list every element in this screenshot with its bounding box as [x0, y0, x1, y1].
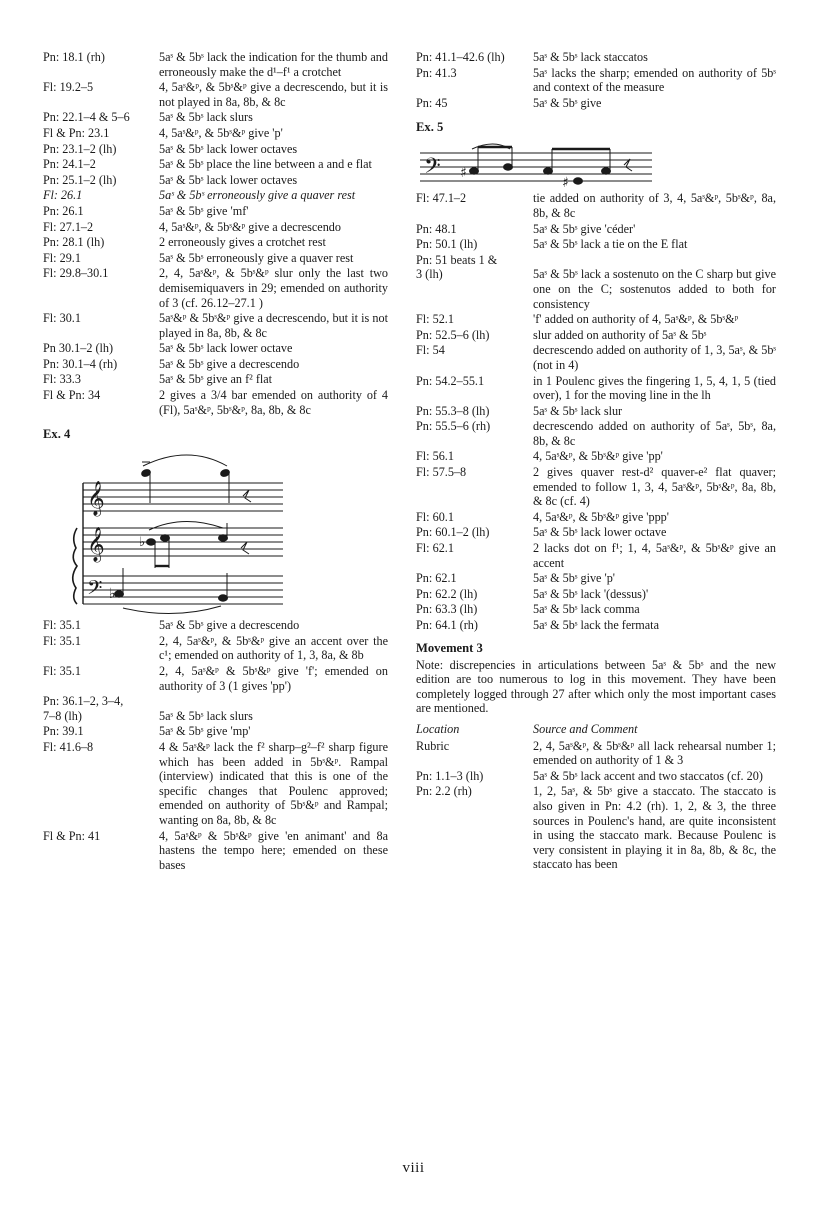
entry-comment: 5aˢ & 5bˢ lack slurs: [159, 708, 253, 723]
entry-comment: 5aˢ & 5bˢ lack a sostenuto on the C sharp but give one on the C; sostenutos added to both for consistency: [533, 267, 776, 311]
apparatus-entry: [416, 618, 776, 633]
entry-comment: 4, 5aˢ&ᵖ, & 5bˢ&ᵖ give 'p': [159, 125, 283, 140]
entry-location: Fl: 29.8–30.1: [43, 266, 109, 281]
example-4-music: [43, 448, 343, 618]
entry-location: Pn: 62.2 (lh): [416, 586, 478, 601]
apparatus-entry: [43, 126, 388, 141]
apparatus-entry: [416, 769, 776, 784]
apparatus-entry: [43, 311, 388, 340]
entry-location: Fl: 30.1: [43, 311, 81, 326]
apparatus-entry: [416, 784, 776, 872]
table-header-location: Location: [416, 721, 460, 736]
example-5-label: Ex. 5: [416, 120, 444, 135]
entry-location: Pn: 41.1–42.6 (lh): [416, 50, 505, 64]
entry-comment: 5aˢ & 5bˢ lack a tie on the E flat: [533, 237, 688, 252]
entry-location: Pn: 62.1: [416, 571, 457, 586]
entry-location: Fl: 19.2–5: [43, 80, 94, 95]
entry-location: Pn: 30.1–4 (rh): [43, 356, 118, 371]
svg-text:♭: ♭: [139, 535, 146, 551]
entry-comment: 4, 5aˢ&ᵖ, & 5bˢ&ᵖ give 'pp': [533, 449, 663, 464]
entry-comment: 4, 5aˢ&ᵖ, & 5bˢ&ᵖ give 'ppp': [533, 509, 669, 524]
apparatus-entry: [43, 618, 388, 633]
entry-comment: 5aˢ lacks the sharp; emended on authority of 5bˢ and context of the measure: [533, 65, 776, 95]
entry-location: Pn: 45: [416, 95, 448, 110]
apparatus-entry: [43, 664, 388, 693]
apparatus-entry: [416, 374, 776, 403]
apparatus-entry: [43, 266, 388, 310]
apparatus-entry: [43, 634, 388, 663]
entry-comment: 2, 4, 5aˢ&ᵖ, & 5bˢ&ᵖ slur only the last two demisemiquavers in 29; emended on authority of 3 (cf. 26.12–27.1 ): [159, 266, 388, 310]
entry-comment: slur added on authority of 5aˢ & 5bˢ: [533, 327, 707, 342]
apparatus-entry: [416, 449, 776, 464]
entry-location: Fl: 60.1: [416, 509, 454, 524]
entry-comment: 2 gives quaver rest-d² quaver-e² flat quaver; emended to follow 1, 3, 4, 5aˢ&ᵖ, 5bˢ&ᵖ, 8a, 8b, & 8c (cf. 4): [533, 465, 776, 509]
entry-comment: 2 erroneously gives a crotchet rest: [159, 235, 326, 250]
entry-comment: 5aˢ & 5bˢ lack staccatos: [533, 50, 648, 64]
entry-comment: 4, 5aˢ&ᵖ & 5bˢ&ᵖ give 'en animant' and 8a hastens the tempo here; emended on these bases: [159, 828, 388, 872]
apparatus-entry: [416, 312, 776, 327]
entry-comment: 'f' added on authority of 4, 5aˢ&ᵖ, & 5bˢ&ᵖ: [533, 312, 739, 327]
entry-location: Rubric: [416, 738, 450, 753]
entry-comment: 5aˢ & 5bˢ lack lower octaves: [159, 141, 298, 156]
entry-location: Fl: 57.5–8: [416, 465, 467, 480]
apparatus-entry: [43, 142, 388, 157]
svg-text:𝄞: 𝄞: [87, 481, 105, 517]
apparatus-entry: [43, 388, 388, 417]
apparatus-entry: [43, 235, 388, 250]
entry-comment: 5aˢ & 5bˢ lack comma: [533, 602, 640, 617]
entry-comment: 4, 5aˢ&ᵖ, & 5bˢ&ᵖ give a decrescendo: [159, 219, 341, 234]
svg-text:𝄢: 𝄢: [87, 576, 103, 605]
apparatus-entry: [416, 191, 776, 220]
apparatus-entry: [43, 251, 388, 266]
entry-location: Fl: 35.1: [43, 633, 81, 648]
table-header: [416, 722, 776, 737]
svg-text:♯: ♯: [460, 165, 467, 182]
svg-text:♭: ♭: [109, 586, 116, 603]
entry-comment: tie added on authority of 3, 4, 5aˢ&ᵖ, 5bˢ&ᵖ, 8a, 8b, & 8c: [533, 191, 776, 220]
entry-location: Fl: 35.1: [43, 618, 81, 633]
entry-location: Fl & Pn: 34: [43, 388, 101, 403]
entry-location: Fl: 26.1: [43, 188, 83, 203]
entry-location: Pn: 51 beats 1 & 3 (lh): [416, 252, 498, 282]
entry-location: Fl & Pn: 23.1: [43, 125, 110, 140]
entry-location: Fl: 52.1: [416, 312, 454, 327]
entry-comment: decrescendo added on authority of 1, 3, 5aˢ, & 5bˢ (not in 4): [533, 343, 776, 372]
entry-comment: 4 & 5aˢ&ᵖ lack the f² sharp–g²–f² sharp figure which has been added in 5bˢ&ᵖ. Rampal (interview) indicated that this is one of the specific changes that Poulenc approved; emended on authority of 5bˢ&ᵖ and Rampal; wanting on 8a, 8b, & 8c: [159, 740, 388, 827]
entry-comment: 5aˢ & 5bˢ lack the indication for the thumb and erroneously make the d¹–f¹ a crotchet: [159, 50, 388, 79]
apparatus-entry: [416, 237, 776, 252]
apparatus-entry: [416, 50, 776, 65]
apparatus-entry: [43, 220, 388, 235]
apparatus-entry: [416, 587, 776, 602]
movement-note: Note: discrepencies in articulations between 5aˢ & 5bˢ and the new edition are too numerous to log in this movement. They have been completely logged through 27 after which only the most important cases are mentioned.: [416, 657, 776, 716]
entry-comment: in 1 Poulenc gives the fingering 1, 5, 4, 1, 5 (tied over), 1 for the moving line in the lh: [533, 373, 776, 403]
entry-location: Pn: 39.1: [43, 724, 84, 739]
entry-location: Pn: 60.1–2 (lh): [416, 525, 490, 540]
apparatus-entry: [416, 253, 776, 311]
apparatus-entry: [43, 110, 388, 125]
entry-location: Fl: 56.1: [416, 449, 454, 464]
entry-comment: 5aˢ & 5bˢ lack lower octave: [159, 341, 293, 356]
apparatus-entry: [43, 372, 388, 387]
entry-comment: 4, 5aˢ&ᵖ, & 5bˢ&ᵖ give a decrescendo, but it is not played in 8a, 8b, & 8c: [159, 80, 388, 109]
movement-heading: Movement 3: [416, 640, 483, 655]
entry-location: Fl: 35.1: [43, 664, 81, 679]
entry-comment: 1, 2, 5aˢ, & 5bˢ give a staccato. The staccato is also given in Pn: 4.2 (rh). 1, 2, & 3, the three sources in Poulenc's hand, are quite inconsistent in using the staccato mark. Because Poulenc is very consistent in playing it in 8a, 8b, & 8c, the staccato has been: [533, 784, 776, 872]
entry-location: Pn: 1.1–3 (lh): [416, 768, 484, 783]
right-column: [416, 50, 776, 873]
entry-comment: 5aˢ & 5bˢ lack the fermata: [533, 618, 659, 632]
left-entries-top: [43, 50, 388, 417]
entry-location: Pn: 2.2 (rh): [416, 784, 472, 799]
entry-location: Pn: 41.3: [416, 65, 457, 80]
entry-comment: 5aˢ & 5bˢ give 'mp': [159, 724, 251, 739]
entry-location: Pn: 25.1–2 (lh): [43, 172, 117, 187]
entry-location: Pn: 36.1–2, 3–4, 7–8 (lh): [43, 694, 124, 723]
entry-location: Pn: 55.5–6 (rh): [416, 419, 491, 434]
entry-location: Pn: 48.1: [416, 221, 457, 236]
entry-comment: 5aˢ & 5bˢ give 'mf': [159, 203, 249, 218]
left-entries-bottom: [43, 618, 388, 872]
apparatus-entry: [416, 343, 776, 372]
example-4-label: Ex. 4: [43, 427, 71, 442]
apparatus-entry: [43, 80, 388, 109]
right-entries-mid: [416, 191, 776, 632]
entry-comment: 2, 4, 5aˢ&ᵖ & 5bˢ&ᵖ give 'f'; emended on authority of 3 (1 gives 'pp'): [159, 664, 388, 693]
entry-location: Pn: 18.1 (rh): [43, 50, 105, 64]
apparatus-entry: [416, 404, 776, 419]
entry-location: Pn: 52.5–6 (lh): [416, 327, 490, 342]
example-5-music: [416, 141, 656, 191]
entry-location: Fl: 29.1: [43, 250, 81, 265]
entry-comment: 5aˢ & 5bˢ give an f² flat: [159, 372, 273, 387]
table-header-comment: Source and Comment: [533, 721, 638, 736]
entry-comment: 5aˢ & 5bˢ give a decrescendo: [159, 618, 300, 633]
entry-comment: 5aˢ & 5bˢ lack slur: [533, 403, 623, 418]
entry-location: Pn: 23.1–2 (lh): [43, 141, 117, 156]
entry-comment: 5aˢ & 5bˢ give 'céder': [533, 221, 636, 236]
apparatus-entry: [43, 357, 388, 372]
entry-location: Pn: 54.2–55.1: [416, 373, 485, 388]
apparatus-entry: [416, 419, 776, 448]
apparatus-entry: [416, 66, 776, 95]
apparatus-entry: [43, 829, 388, 873]
entry-location: Fl: 41.6–8: [43, 740, 94, 754]
svg-text:♯: ♯: [562, 175, 569, 192]
entry-comment: 2 gives a 3/4 bar emended on authority of 4 (Fl), 5aˢ&ᵖ, 5bˢ&ᵖ, 8a, 8b, & 8c: [159, 388, 388, 417]
apparatus-entry: [43, 50, 388, 79]
entry-location: Pn: 22.1–4 & 5–6: [43, 110, 130, 125]
entry-comment: 5aˢ&ᵖ & 5bˢ&ᵖ give a decrescendo, but it is not played in 8a, 8b, & 8c: [159, 311, 388, 340]
apparatus-entry: [43, 740, 388, 828]
apparatus-entry: [43, 204, 388, 219]
entry-location: Fl: 62.1: [416, 541, 454, 556]
piano-rh-staff: [83, 528, 283, 556]
entry-comment: 5aˢ & 5bˢ erroneously give a quaver rest: [159, 250, 354, 265]
apparatus-entry: [416, 510, 776, 525]
entry-location: Fl: 33.3: [43, 372, 81, 387]
apparatus-entry: [416, 328, 776, 343]
entry-location: Pn: 26.1: [43, 203, 84, 218]
apparatus-entry: [416, 602, 776, 617]
flute-staff: [83, 483, 283, 511]
apparatus-entry: [416, 541, 776, 570]
apparatus-entry: [416, 96, 776, 111]
entry-location: Pn: 55.3–8 (lh): [416, 403, 490, 418]
svg-text:𝄢: 𝄢: [424, 154, 441, 185]
apparatus-entry: [43, 694, 388, 723]
apparatus-entry: [43, 173, 388, 188]
entry-location: Fl: 54: [416, 343, 445, 358]
apparatus-entry: [43, 157, 388, 172]
entry-comment: 2 lacks dot on f¹; 1, 4, 5aˢ&ᵖ, & 5bˢ&ᵖ give an accent: [533, 541, 776, 570]
right-entries-top: [416, 50, 776, 110]
apparatus-entry: [43, 341, 388, 356]
entry-comment: 5aˢ & 5bˢ lack slurs: [159, 110, 253, 125]
page-number: viii: [402, 1160, 425, 1176]
apparatus-entry: [416, 739, 776, 768]
entry-location: Pn: 64.1 (rh): [416, 618, 478, 632]
entry-comment: 5aˢ & 5bˢ place the line between a and e flat: [159, 157, 372, 172]
entry-comment: 5aˢ & 5bˢ erroneously give a quaver rest: [159, 188, 356, 203]
entry-comment: 5aˢ & 5bˢ give: [533, 95, 602, 110]
entry-comment: 5aˢ & 5bˢ give a decrescendo: [159, 356, 300, 371]
entry-location: Pn 30.1–2 (lh): [43, 341, 114, 356]
apparatus-entry: [416, 571, 776, 586]
entry-comment: 5aˢ & 5bˢ lack accent and two staccatos (cf. 20): [533, 768, 763, 783]
entry-location: Pn: 50.1 (lh): [416, 237, 478, 252]
apparatus-entry: [416, 465, 776, 509]
entry-comment: 5aˢ & 5bˢ lack lower octave: [533, 525, 667, 540]
entry-location: Fl: 27.1–2: [43, 219, 94, 234]
entry-location: Pn: 24.1–2: [43, 157, 96, 172]
right-entries-bottom: [416, 739, 776, 872]
entry-comment: 5aˢ & 5bˢ lack lower octaves: [159, 172, 298, 187]
entry-location: Pn: 63.3 (lh): [416, 602, 478, 617]
apparatus-entry: [416, 222, 776, 237]
entry-comment: 5aˢ & 5bˢ lack '(dessus)': [533, 586, 649, 601]
entry-location: Pn: 28.1 (lh): [43, 235, 105, 250]
entry-location: Fl: 47.1–2: [416, 191, 467, 206]
svg-text:𝄞: 𝄞: [87, 527, 105, 563]
apparatus-entry: [43, 188, 388, 203]
apparatus-entry: [416, 525, 776, 540]
entry-comment: 2, 4, 5aˢ&ᵖ, & 5bˢ&ᵖ give an accent over the c¹; emended on authority of 1, 3, 8a, & 8b: [159, 633, 388, 663]
entry-location: Fl & Pn: 41: [43, 828, 101, 843]
entry-comment: 5aˢ & 5bˢ give 'p': [533, 571, 616, 586]
entry-comment: decrescendo added on authority of 5aˢ, 5bˢ, 8a, 8b, & 8c: [533, 419, 776, 448]
apparatus-entry: [43, 724, 388, 739]
entry-comment: 2, 4, 5aˢ&ᵖ, & 5bˢ&ᵖ all lack rehearsal number 1; emended on authority of 1 & 3: [533, 738, 776, 768]
left-column: [43, 50, 388, 873]
